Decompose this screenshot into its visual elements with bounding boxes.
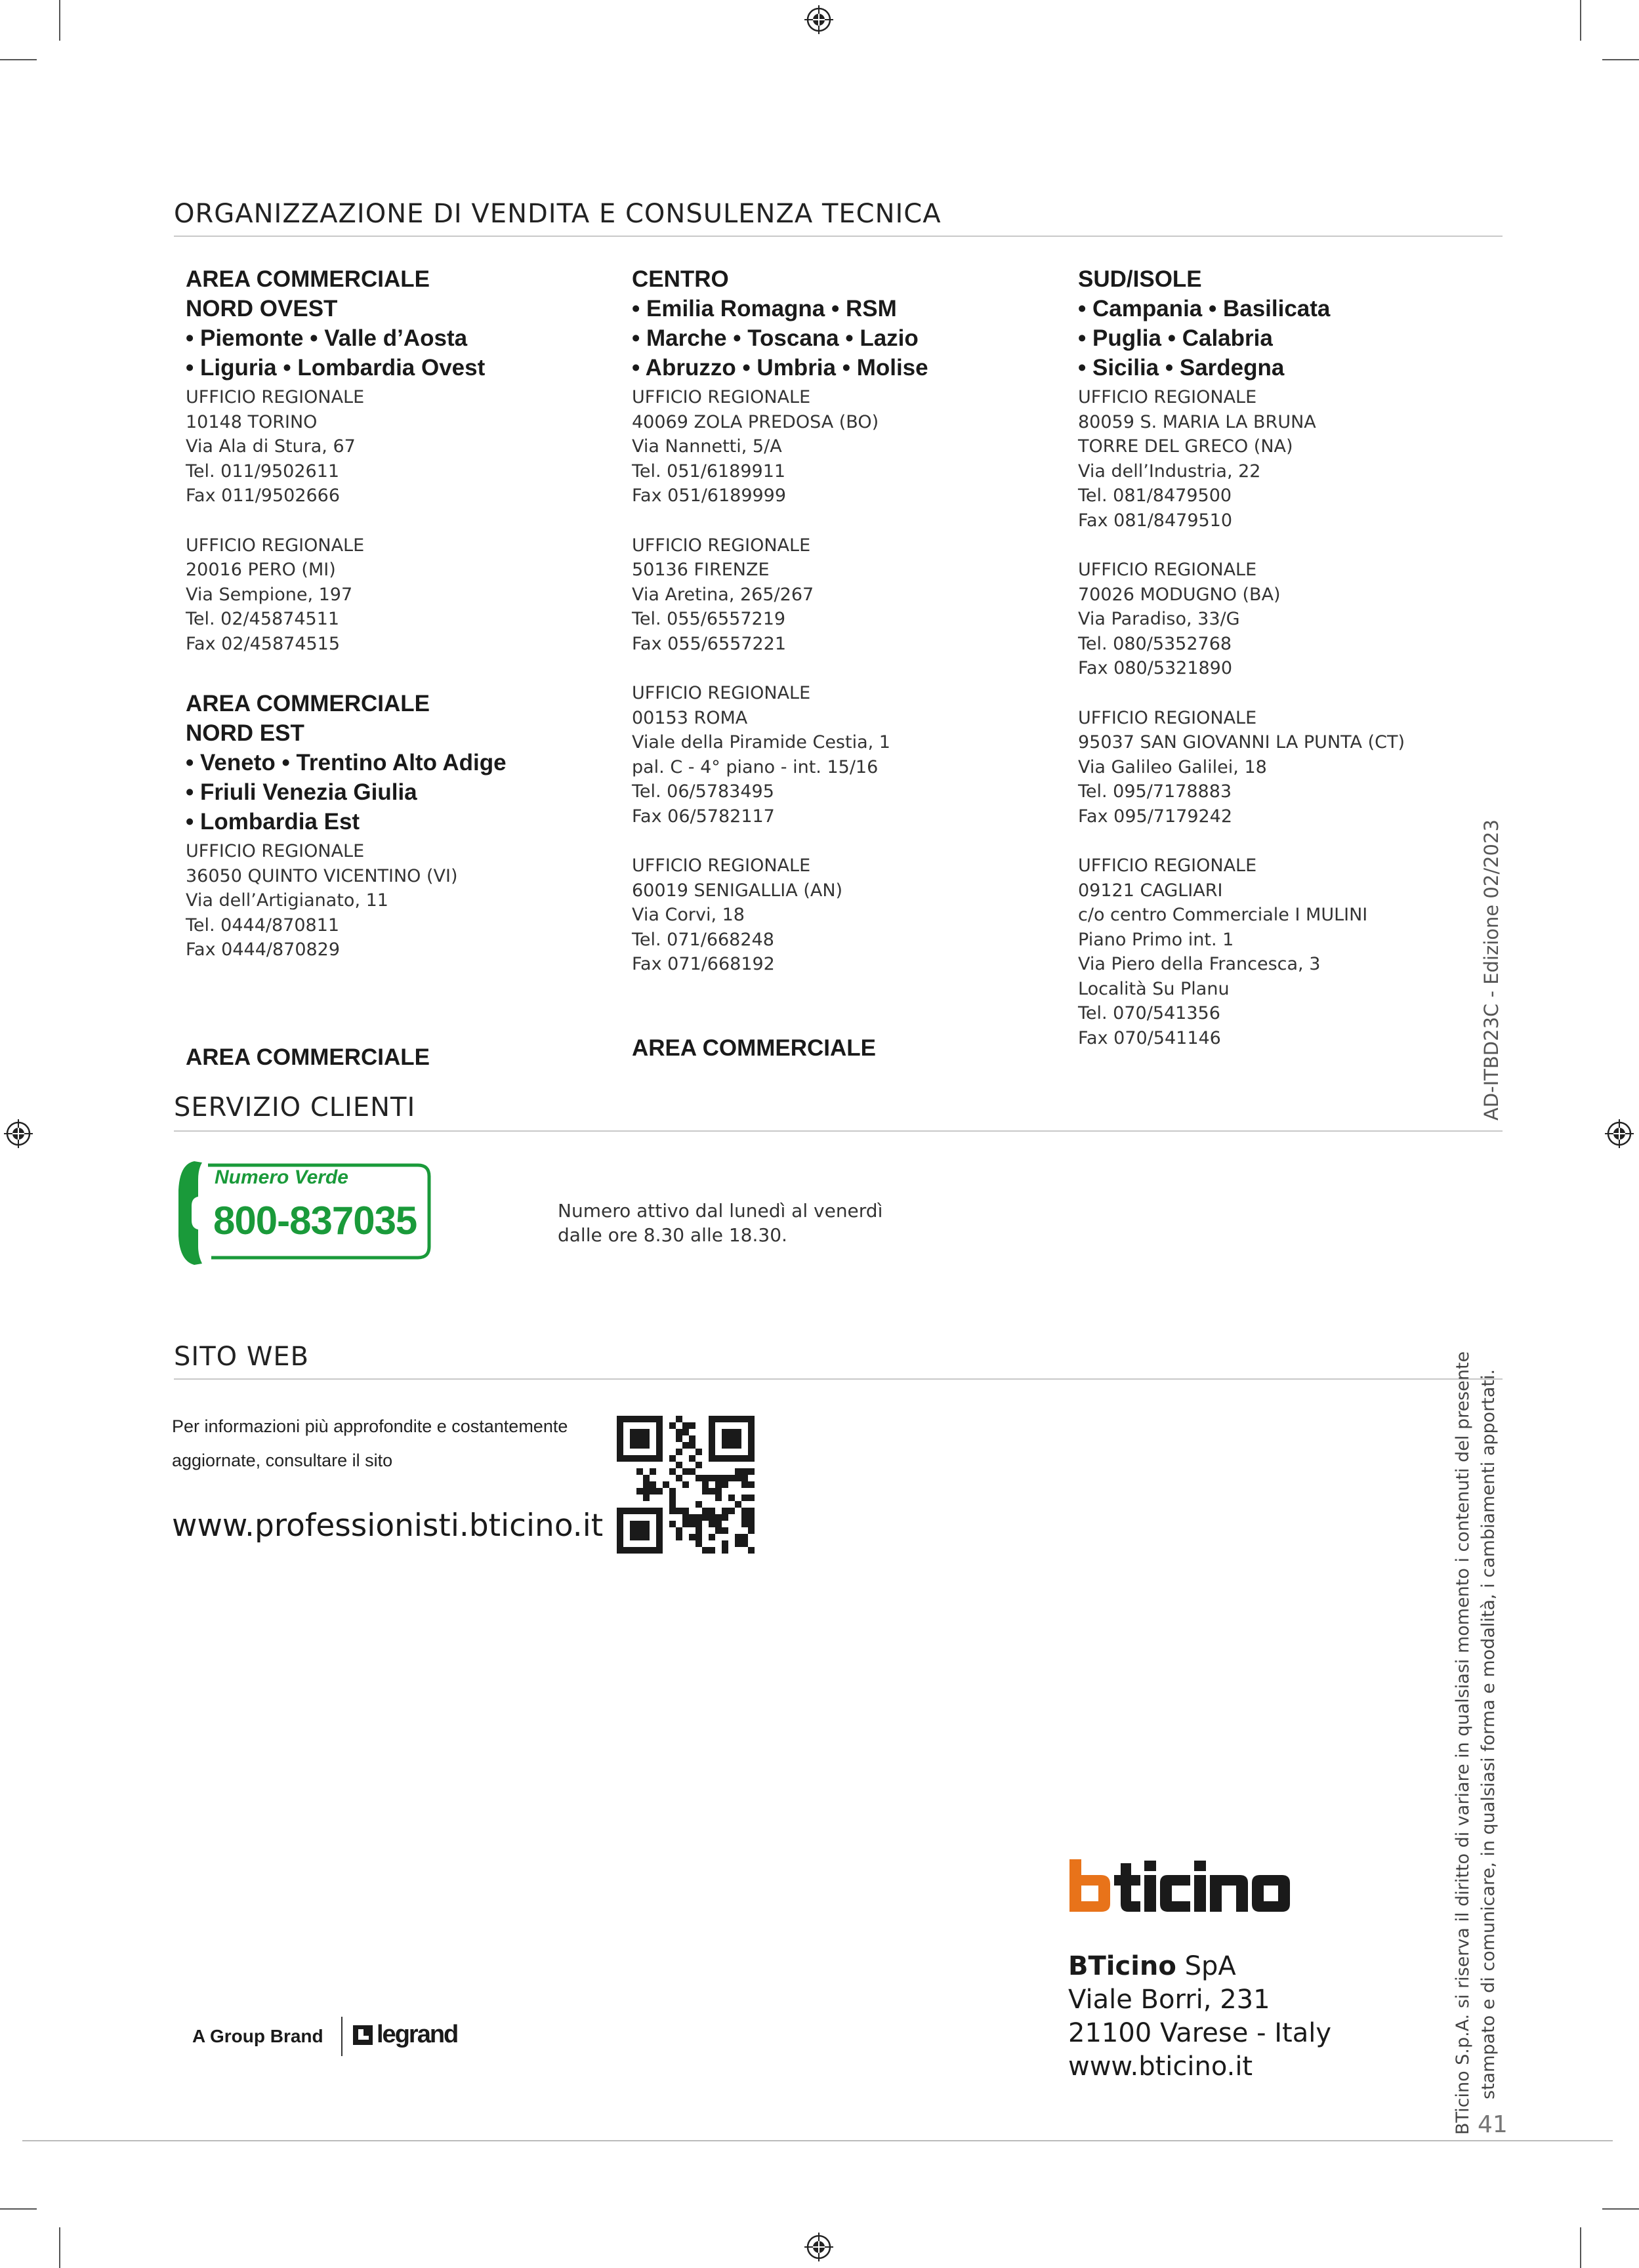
company-street: Viale Borri, 231 — [1068, 1985, 1270, 2015]
office-entry — [186, 533, 592, 657]
area-heading-bottom: AREA COMMERCIALE — [186, 1044, 430, 1070]
office-line: c/o centro Commerciale I MULINI — [1078, 905, 1368, 925]
office-line: Fax 011/9502666 — [186, 485, 341, 506]
company-website[interactable]: www.bticino.it — [1068, 2052, 1253, 2082]
office-line: pal. C - 4° piano - int. 15/16 — [632, 756, 879, 777]
legrand-mark-icon — [352, 2024, 374, 2046]
office-line: UFFICIO REGIONALE — [1078, 856, 1257, 876]
area-block — [1078, 264, 1485, 1050]
office-entry — [186, 385, 592, 508]
office-line: Via Paradiso, 33/G — [1078, 609, 1240, 629]
office-line: Via Nannetti, 5/A — [632, 436, 782, 457]
column-nord — [186, 264, 592, 962]
office-line: Via Galileo Galilei, 18 — [1078, 756, 1267, 777]
group-brand-label: A Group Brand — [192, 2026, 323, 2046]
office-line: Fax 070/541146 — [1078, 1027, 1221, 1048]
column-sud — [1078, 264, 1485, 1050]
legrand-logo: legrand — [377, 2021, 458, 2048]
office-line: 20016 PERO (MI) — [186, 560, 336, 580]
office-entry — [1078, 558, 1485, 681]
office-line: Fax 081/8479510 — [1078, 510, 1233, 531]
area-block — [632, 264, 1039, 977]
crop-mark — [1602, 59, 1639, 60]
area-region-line: • Veneto • Trentino Alto Adige — [186, 750, 507, 775]
office-line: Via Ala di Stura, 67 — [186, 436, 356, 457]
disclaimer-line: stampato e di comunicare, in qualsiasi forma e modalità, i cambiamenti apportati. — [1478, 1369, 1499, 2099]
office-line: Tel. 0444/870811 — [186, 915, 340, 936]
divider — [174, 236, 1503, 237]
area-region-line: • Sicilia • Sardegna — [1078, 355, 1285, 381]
crop-mark — [0, 59, 37, 60]
crop-mark — [1602, 2208, 1639, 2210]
area-region-line: NORD OVEST — [186, 296, 338, 321]
office-entry — [632, 681, 1039, 829]
service-hours-line: dalle ore 8.30 alle 18.30. — [558, 1224, 787, 1246]
area-region-line: • Abruzzo • Umbria • Molise — [632, 355, 928, 381]
office-entry — [632, 385, 1039, 508]
website-description — [172, 1409, 568, 1477]
office-line: Fax 06/5782117 — [632, 806, 775, 827]
area-region-line: • Campania • Basilicata — [1078, 296, 1331, 321]
area-heading: AREA COMMERCIALE — [186, 691, 430, 716]
area-region-line: • Liguria • Lombardia Ovest — [186, 355, 486, 381]
office-entry — [186, 839, 592, 962]
website-description-line: Per informazioni più approfondite e costantemente — [172, 1416, 568, 1436]
office-line: UFFICIO REGIONALE — [186, 841, 365, 861]
service-hours-line: Numero attivo dal lunedì al venerdì — [558, 1200, 883, 1222]
office-line: Fax 0444/870829 — [186, 939, 341, 960]
registration-mark-icon — [804, 5, 833, 34]
divider — [174, 1378, 1503, 1380]
office-line: Tel. 011/9502611 — [186, 461, 340, 482]
office-line: Fax 02/45874515 — [186, 633, 341, 654]
crop-mark — [1580, 2227, 1581, 2268]
office-line: Tel. 070/541356 — [1078, 1003, 1220, 1023]
bticino-logo-icon — [1068, 1857, 1312, 1913]
divider — [174, 1130, 1503, 1132]
office-line: Tel. 051/6189911 — [632, 461, 786, 482]
office-line: UFFICIO REGIONALE — [186, 535, 365, 556]
edition-code: AD-ITBD23C - Edizione 02/2023 — [1480, 819, 1503, 1121]
office-line: UFFICIO REGIONALE — [632, 387, 811, 407]
brand-divider — [341, 2017, 342, 2056]
area-heading-bottom: AREA COMMERCIALE — [632, 1035, 877, 1061]
registration-mark-icon — [804, 2233, 833, 2261]
office-entry — [1078, 854, 1485, 1050]
office-line: Tel. 071/668248 — [632, 929, 774, 950]
disclaimer-line: BTicino S.p.A. si riserva il diritto di variare in qualsiasi momento i contenuti del presente — [1453, 1351, 1473, 2135]
office-entry — [1078, 385, 1485, 533]
office-line: Tel. 095/7178883 — [1078, 781, 1232, 802]
office-line: Tel. 055/6557219 — [632, 609, 786, 629]
office-line: UFFICIO REGIONALE — [1078, 707, 1257, 728]
company-name: BTicino — [1068, 1951, 1176, 1981]
section-title-sales: ORGANIZZAZIONE DI VENDITA E CONSULENZA TECNICA — [174, 199, 942, 229]
registration-mark-icon — [4, 1119, 33, 1148]
office-line: UFFICIO REGIONALE — [632, 683, 811, 703]
office-entry — [1078, 706, 1485, 829]
office-line: UFFICIO REGIONALE — [1078, 387, 1257, 407]
office-line: Località Su Planu — [1078, 978, 1230, 999]
crop-mark — [0, 2208, 37, 2210]
page-number: 41 — [1478, 2111, 1508, 2138]
office-line: 10148 TORINO — [186, 411, 318, 432]
area-heading: SUD/ISOLE — [1078, 266, 1202, 292]
office-line: Via dell’Industria, 22 — [1078, 461, 1261, 482]
area-region-line: NORD EST — [186, 720, 304, 746]
office-line: TORRE DEL GRECO (NA) — [1078, 436, 1293, 457]
office-line: Tel. 081/8479500 — [1078, 485, 1232, 506]
area-heading: AREA COMMERCIALE — [186, 266, 430, 292]
office-line: Viale della Piramide Cestia, 1 — [632, 732, 890, 753]
office-entry — [632, 854, 1039, 977]
section-title-web: SITO WEB — [174, 1342, 310, 1372]
crop-mark — [59, 2227, 60, 2268]
website-url[interactable]: www.professionisti.bticino.it — [172, 1508, 604, 1544]
area-region-line: • Lombardia Est — [186, 809, 360, 835]
crop-mark — [59, 0, 60, 41]
footer-rule — [22, 2140, 1613, 2141]
office-entry — [632, 533, 1039, 657]
office-line: UFFICIO REGIONALE — [632, 535, 811, 556]
company-address — [1068, 1950, 1331, 2084]
office-line: Piano Primo int. 1 — [1078, 929, 1234, 950]
office-line: Via dell’Artigianato, 11 — [186, 890, 388, 911]
office-line: Fax 071/668192 — [632, 954, 775, 974]
numero-verde-label: Numero Verde — [215, 1166, 348, 1188]
office-line: 50136 FIRENZE — [632, 560, 770, 580]
office-line: 36050 QUINTO VICENTINO (VI) — [186, 865, 458, 886]
office-line: 60019 SENIGALLIA (AN) — [632, 880, 843, 901]
disclaimer — [1450, 1351, 1501, 2135]
numero-verde-number: 800-837035 — [213, 1199, 417, 1243]
office-line: Tel. 02/45874511 — [186, 609, 340, 629]
office-line: UFFICIO REGIONALE — [1078, 560, 1257, 580]
office-line: Via Corvi, 18 — [632, 905, 745, 925]
office-line: Via Sempione, 197 — [186, 584, 353, 605]
website-description-line: aggiornate, consultare il sito — [172, 1451, 393, 1470]
area-block — [186, 264, 592, 656]
office-line: Via Aretina, 265/267 — [632, 584, 814, 605]
column-centro — [632, 264, 1039, 977]
office-line: Fax 051/6189999 — [632, 485, 787, 506]
area-region-line: • Friuli Venezia Giulia — [186, 779, 417, 805]
area-block — [186, 689, 592, 962]
registration-mark-icon — [1605, 1119, 1634, 1148]
office-line: Tel. 06/5783495 — [632, 781, 774, 802]
area-region-line: • Piemonte • Valle d’Aosta — [186, 325, 468, 351]
office-line: Fax 080/5321890 — [1078, 658, 1233, 678]
area-heading: CENTRO — [632, 266, 729, 292]
company-suffix: SpA — [1176, 1951, 1236, 1981]
office-line: 80059 S. MARIA LA BRUNA — [1078, 411, 1316, 432]
company-city: 21100 Varese - Italy — [1068, 2018, 1331, 2048]
office-line: 40069 ZOLA PREDOSA (BO) — [632, 411, 879, 432]
area-region-line: • Puglia • Calabria — [1078, 325, 1273, 351]
office-line: 95037 SAN GIOVANNI LA PUNTA (CT) — [1078, 732, 1405, 753]
area-region-line: • Emilia Romagna • RSM — [632, 296, 897, 321]
office-line: 09121 CAGLIARI — [1078, 880, 1223, 901]
office-line: 00153 ROMA — [632, 707, 748, 728]
office-line: Fax 095/7179242 — [1078, 806, 1233, 827]
office-line: Fax 055/6557221 — [632, 633, 787, 654]
service-hours — [558, 1199, 882, 1247]
section-title-service: SERVIZIO CLIENTI — [174, 1092, 416, 1123]
office-line: 70026 MODUGNO (BA) — [1078, 584, 1281, 605]
office-line: Tel. 080/5352768 — [1078, 633, 1232, 654]
office-line: UFFICIO REGIONALE — [186, 387, 365, 407]
office-line: UFFICIO REGIONALE — [632, 856, 811, 876]
area-region-line: • Marche • Toscana • Lazio — [632, 325, 919, 351]
office-line: Via Piero della Francesca, 3 — [1078, 954, 1321, 974]
crop-mark — [1580, 0, 1581, 41]
qr-code-icon — [617, 1416, 755, 1554]
